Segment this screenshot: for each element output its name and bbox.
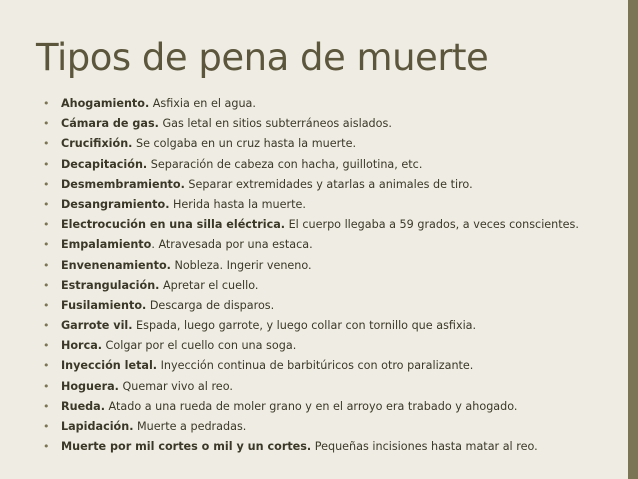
list-item (40, 215, 630, 235)
slide-title: Tipos de pena de muerte (36, 36, 489, 79)
item-term: Rueda. (61, 399, 105, 413)
list-item (40, 437, 630, 457)
list-item (40, 134, 630, 154)
item-description: Apretar el cuello. (159, 278, 259, 292)
list-item (40, 316, 630, 336)
item-description: Muerte a pedradas. (133, 420, 247, 433)
item-description: Inyección continua de barbitúricos con otro paralizante. (157, 359, 474, 373)
item-description: Espada, luego garrote, y luego collar con tornillo que asfixia. (132, 319, 477, 333)
item-term: Muerte por mil cortes o mil y un cortes. (61, 440, 312, 454)
list-item (40, 397, 630, 417)
bullet-icon: • (43, 359, 50, 373)
bullet-icon: • (43, 298, 50, 312)
list-item (40, 336, 630, 356)
item-term: Garrote vil. (61, 319, 133, 333)
item-term: Ahogamiento. (61, 97, 150, 110)
item-description: Herida hasta la muerte. (169, 197, 306, 211)
bullet-icon: • (43, 177, 50, 191)
item-description: Se colgaba en un cruz hasta la muerte. (132, 137, 357, 151)
item-description: Colgar por el cuello con una soga. (102, 339, 297, 353)
item-term: Fusilamiento. (61, 298, 147, 312)
bullet-icon: • (43, 218, 50, 232)
list-item (40, 276, 630, 296)
item-term: Estrangulación. (61, 278, 160, 292)
item-description: Gas letal en sitios subterráneos aislados. (158, 117, 392, 131)
item-term: Horca. (61, 339, 102, 353)
item-description: . Atravesada por una estaca. (151, 238, 313, 252)
item-term: Empalamiento (61, 238, 152, 252)
item-description: Quemar vivo al reo. (118, 379, 233, 393)
item-term: Hoguera. (61, 379, 119, 393)
item-description: Separar extremidades y atarlas a animales de tiro. (184, 177, 473, 191)
bullet-icon: • (43, 379, 50, 393)
list-item (40, 175, 630, 195)
list-item (40, 94, 630, 114)
list-item (40, 114, 630, 134)
bullet-icon: • (43, 157, 50, 171)
item-description: El cuerpo llegaba a 59 grados, a veces conscientes. (285, 218, 579, 232)
list-item (40, 296, 630, 316)
item-term: Desangramiento. (61, 197, 170, 211)
bullet-icon: • (43, 117, 50, 131)
bullet-icon: • (43, 278, 50, 292)
item-term: Electrocución en una silla eléctrica. (61, 218, 286, 232)
item-term: Cámara de gas. (61, 117, 159, 131)
bullet-icon: • (43, 238, 50, 252)
bullet-icon: • (43, 258, 50, 272)
list-item (40, 256, 630, 276)
item-term: Desmembramiento. (61, 177, 185, 191)
bullet-icon: • (43, 137, 50, 151)
bullet-icon: • (43, 420, 50, 433)
item-description: Separación de cabeza con hacha, guillotina, etc. (147, 157, 423, 171)
list-item (40, 195, 630, 215)
bullet-list (40, 94, 630, 457)
bullet-icon: • (43, 319, 50, 333)
bullet-icon: • (43, 197, 50, 211)
list-item (40, 235, 630, 255)
bullet-icon: • (43, 339, 50, 353)
item-term: Envenenamiento. (61, 258, 171, 272)
bullet-icon: • (43, 399, 50, 413)
item-term: Lapidación. (61, 420, 134, 433)
item-description: Descarga de disparos. (146, 298, 275, 312)
item-term: Inyección letal. (61, 359, 158, 373)
bullet-icon: • (43, 440, 50, 454)
list-item (40, 417, 630, 437)
item-description: Asfixia en el agua. (149, 97, 256, 110)
list-item (40, 155, 630, 175)
bullet-icon: • (43, 97, 50, 110)
item-description: Atado a una rueda de moler grano y en el arroyo era trabado y ahogado. (104, 399, 518, 413)
item-description: Pequeñas incisiones hasta matar al reo. (311, 440, 538, 454)
list-item (40, 377, 630, 397)
item-term: Decapitación. (61, 157, 148, 171)
item-term: Crucifixión. (61, 137, 133, 151)
list-item (40, 356, 630, 376)
item-description: Nobleza. Ingerir veneno. (170, 258, 312, 272)
